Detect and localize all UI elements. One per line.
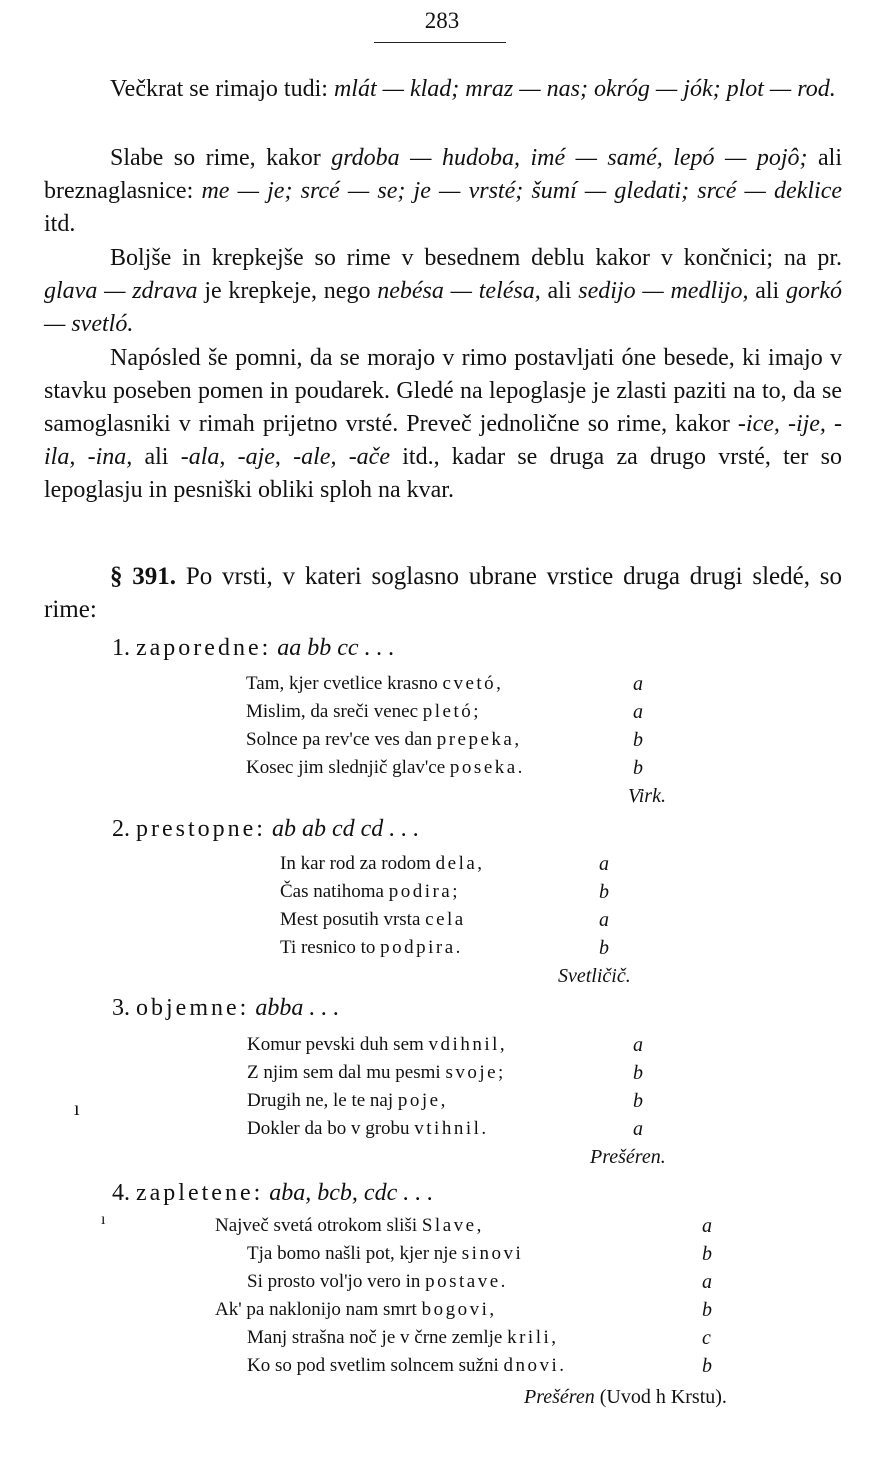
p2-text-b: ali breznaglasnice: (44, 145, 842, 204)
rhyme-letter: b (599, 937, 609, 959)
p2-text-c: itd. (44, 211, 76, 237)
paragraph-4 (44, 342, 842, 507)
p3-example-d: gorkó — svetló. (44, 278, 842, 337)
verse-line: Dokler da bo v grobu vtihnil. (247, 1118, 489, 1139)
item-number: 1. (112, 635, 130, 661)
rhyme-letter: a (599, 909, 609, 931)
rhyme-letter: b (702, 1355, 712, 1377)
verse-line: Največ svetá otrokom sliši Slave, (215, 1215, 484, 1236)
item-name: zaporedne: (136, 635, 272, 661)
rhyme-letter: a (599, 853, 609, 875)
p2-examples-b: me — je; srcé — se; je — vrsté; šumí — gledati; srcé — deklice (201, 178, 842, 204)
paragraph-1 (44, 73, 842, 106)
rhyme-type-2 (112, 814, 419, 844)
verse-line: Z njim sem dal mu pesmi svoje; (247, 1062, 506, 1083)
p2-examples-a: grdoba — hudoba, imé — samé, lepó — pojô; (331, 145, 808, 171)
verse-line: Mest posutih vrsta cela (280, 909, 466, 930)
verse-line: In kar rod za rodom dela, (280, 853, 485, 874)
item-name: prestopne: (136, 816, 266, 842)
section-number: § 391. (110, 563, 177, 590)
rhyme-letter: b (599, 881, 609, 903)
paragraph-3 (44, 242, 842, 341)
rhyme-letter: b (633, 1062, 643, 1084)
p4-text-b: ali (132, 444, 181, 470)
rhyme-type-3 (112, 993, 339, 1023)
rhyme-type-4 (112, 1178, 433, 1208)
verse-line: Kosec jim slednjič glav'ce poseka. (246, 757, 525, 778)
p4-endings-a: -ice, -ije, -ila, -ina, (44, 411, 842, 470)
verse-line: Tja bomo našli pot, kjer nje sinovi (247, 1243, 524, 1264)
paragraph-2 (44, 142, 842, 241)
verse-line: Ti resnico to podpira. (280, 937, 463, 958)
poem-author: Svetličič. (558, 965, 631, 987)
item-pattern: aba, bcb, cdc . . . (269, 1180, 434, 1206)
header-rule (374, 42, 506, 43)
poem-author: Prešéren. (590, 1146, 666, 1168)
item-pattern: aa bb cc . . . (277, 635, 395, 661)
p4-endings-b: -ala, -aje, -ale, -ače (180, 444, 390, 470)
rhyme-letter: b (633, 757, 643, 779)
verse-line: Tam, kjer cvetlice krasno cvetó, (246, 673, 504, 694)
rhyme-letter: a (633, 701, 643, 723)
section-text: Po vrsti, v kateri soglasno ubrane vrstice druga drugi sledé, so rime: (44, 563, 843, 623)
margin-mark: ı (74, 1098, 80, 1120)
p1-text: Večkrat se rimajo tudi: (110, 76, 334, 102)
rhyme-letter: a (633, 1034, 643, 1056)
rhyme-letter: a (702, 1215, 712, 1237)
p3-text-c: ali (540, 278, 579, 304)
rhyme-letter: b (702, 1299, 712, 1321)
p3-example-c: sedijo — medlijo, (578, 278, 749, 304)
rhyme-letter: b (702, 1243, 712, 1265)
verse-line: Ko so pod svetlim solncem sužni dnovi. (247, 1355, 567, 1376)
item-pattern: abba . . . (255, 995, 340, 1021)
verse-line: Drugih ne, le te naj poje, (247, 1090, 448, 1111)
page-number: 283 (424, 8, 460, 33)
p3-example-b: nebésa — telésa, (377, 278, 541, 304)
p3-text-d: ali (748, 278, 786, 304)
rhyme-letter: a (702, 1271, 712, 1293)
verse-line: Solnce pa rev'ce ves dan prepeka, (246, 729, 522, 750)
verse-line: Ak' pa naklonijo nam smrt bogovi, (215, 1299, 497, 1320)
section-391 (44, 560, 842, 626)
p2-text-a: Slabe so rime, kakor (110, 145, 332, 171)
item-pattern: ab ab cd cd . . . (271, 816, 420, 842)
margin-mark: ı (101, 1211, 106, 1228)
p4-text-a: Napósled še pomni, da se morajo v rimo postavljati óne besede, ki imajo v stavku poseben pomen in poudarek. Gledé na lepoglasje je zlasti paziti na to, da se samoglasniki v rimah prijetno vrsté. Preveč jednolične so rime, kakor (44, 345, 842, 437)
rhyme-letter: b (633, 729, 643, 751)
p4-text-c: itd., kadar se druga za drugo vrsté, ter so lepoglasju in pesniški obliki sploh na kvar. (44, 444, 842, 503)
rhyme-letter: c (702, 1327, 711, 1349)
item-number: 2. (112, 816, 130, 842)
item-name: zapletene: (136, 1180, 264, 1206)
verse-line: Manj strašna noč je v črne zemlje krili, (247, 1327, 559, 1348)
rhyme-type-1 (112, 633, 395, 663)
rhyme-letter: b (633, 1090, 643, 1112)
p1-examples: mlát — klad; mraz — nas; okróg — jók; plot — rod. (333, 76, 836, 102)
item-name: objemne: (136, 995, 250, 1021)
poem-author: Virk. (628, 785, 666, 807)
verse-line: Komur pevski duh sem vdihnil, (247, 1034, 508, 1055)
verse-line: Čas natihoma podira; (280, 881, 461, 902)
item-number: 4. (112, 1180, 130, 1206)
poem-author: Prešéren (Uvod h Krstu). (524, 1386, 727, 1408)
p3-example-a: glava — zdrava (44, 278, 198, 304)
verse-line: Si prosto vol'jo vero in postave. (247, 1271, 508, 1292)
rhyme-letter: a (633, 1118, 643, 1140)
verse-line: Mislim, da sreči venec pletó; (246, 701, 482, 722)
p3-text-a: Boljše in krepkejše so rime v besednem deblu kakor v končnici; na pr. (110, 245, 842, 271)
rhyme-letter: a (633, 673, 643, 695)
p3-text-b: je krepkeje, nego (197, 278, 378, 304)
item-number: 3. (112, 995, 130, 1021)
